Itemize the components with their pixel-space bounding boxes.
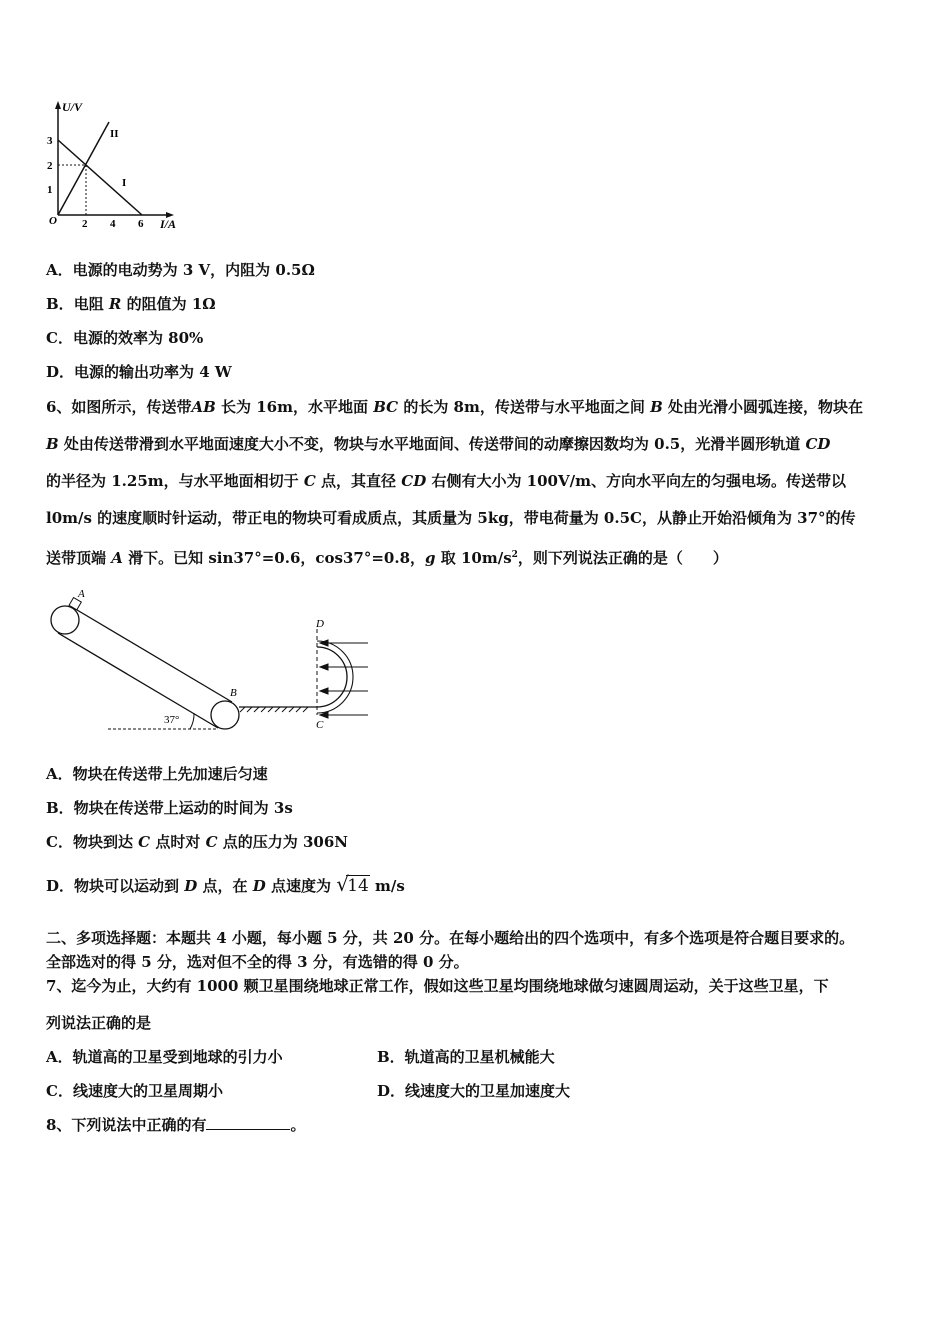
q6-option-c: C．物块到达 C 点时对 C 点的压力为 306N bbox=[46, 833, 348, 851]
q5-option-d: D．电源的输出功率为 4 W bbox=[46, 363, 232, 381]
q7-option-a: A．轨道高的卫星受到地球的引力小 bbox=[46, 1048, 283, 1066]
q8-line: 8、下列说法中正确的有 。 bbox=[46, 1116, 306, 1134]
conveyor-figure bbox=[40, 585, 390, 740]
belt-top-edge bbox=[72, 607, 232, 702]
line-II bbox=[58, 122, 109, 215]
q6-line-5: 送带顶端 A 滑下。已知 sin37°=0.6，cos37°=0.8，g 取 $10m/s^2$，则下列说法正确的是（ ） bbox=[46, 549, 728, 567]
answer-blank[interactable] bbox=[206, 1115, 290, 1130]
roller-top bbox=[51, 606, 79, 634]
angle-arc bbox=[190, 713, 194, 729]
section-2-line-1: 二、多项选择题：本题共 4 小题，每小题 5 分，共 20 分。在每小题给出的四个选项中，有多个选项是符合题目要求的。 bbox=[46, 929, 855, 947]
angle-label: 37° bbox=[164, 714, 180, 726]
q6-line-4: l0m/s 的速度顺时针运动，带正电的物块可看成质点，其质量为 5kg，带电荷量为 0.5C，从静止开始沿倾角为 37°的传 bbox=[46, 509, 856, 527]
q7-option-c: C．线速度大的卫星周期小 bbox=[46, 1082, 223, 1100]
label-b: B bbox=[230, 687, 237, 699]
q5-option-a: A．电源的电动势为 3 V，内阻为 0.5Ω bbox=[46, 261, 315, 279]
q6-line-1: 6、如图所示，传送带AB 长为 16m，水平地面 BC 的长为 8m，传送带与水平地面之间 B 处由光滑小圆弧连接，物块在 bbox=[46, 398, 864, 416]
q6-option-a: A．物块在传送带上先加速后匀速 bbox=[46, 765, 268, 783]
label-c: C bbox=[316, 719, 324, 731]
q5-option-c: C．电源的效率为 80% bbox=[46, 329, 204, 347]
q7-option-d: D．线速度大的卫星加速度大 bbox=[377, 1082, 571, 1100]
x-tick-4: 4 bbox=[110, 218, 116, 230]
q6-line-3: 的半径为 1.25m，与水平地面相切于 C 点，其直径 CD 右侧有大小为 100V/m、方向水平向左的匀强电场。传送带以 bbox=[46, 472, 846, 490]
y-tick-3: 3 bbox=[47, 135, 53, 147]
y-tick-2: 2 bbox=[47, 160, 53, 172]
u-i-graph bbox=[40, 95, 190, 235]
line-label-II: II bbox=[110, 128, 119, 140]
q5-option-b: B．电阻 R 的阻值为 1Ω bbox=[46, 295, 216, 313]
q7-line-1: 7、迄今为止，大约有 1000 颗卫星围绕地球正常工作，假如这些卫星均围绕地球做匀速圆周运动，关于这些卫星，下 bbox=[46, 977, 829, 995]
line-label-I: I bbox=[122, 177, 127, 189]
q6-option-b: B．物块在传送带上运动的时间为 3s bbox=[46, 799, 293, 817]
q6-option-d: D．物块可以运动到 D 点，在 D 点速度为 √ 14 m/s bbox=[46, 872, 405, 896]
origin-label: O bbox=[49, 215, 57, 227]
q7-line-2: 列说法正确的是 bbox=[46, 1014, 152, 1032]
y-axis-arrow bbox=[55, 101, 61, 109]
x-axis-label: I/A bbox=[160, 217, 177, 231]
sqrt-expression: √ 14 bbox=[336, 872, 369, 896]
section-2-line-2: 全部选对的得 5 分，选对但不全的得 3 分，有选错的得 0 分。 bbox=[46, 953, 469, 971]
y-tick-1: 1 bbox=[47, 184, 53, 196]
roller-bottom bbox=[211, 701, 239, 729]
q7-option-b: B．轨道高的卫星机械能大 bbox=[377, 1048, 555, 1066]
x-tick-6: 6 bbox=[138, 218, 144, 230]
ground-hatching bbox=[240, 707, 308, 712]
y-axis-label: U/V bbox=[62, 100, 83, 114]
x-tick-2: 2 bbox=[82, 218, 88, 230]
semicircle-track bbox=[317, 647, 347, 707]
label-a: A bbox=[78, 588, 85, 600]
line-I bbox=[58, 140, 142, 215]
q6-line-2: B 处由传送带滑到水平地面速度大小不变，物块与水平地面间、传送带间的动摩擦因数均为 0.5，光滑半圆形轨道 CD bbox=[46, 435, 831, 453]
label-d: D bbox=[316, 618, 324, 630]
field-arrows bbox=[320, 640, 368, 718]
